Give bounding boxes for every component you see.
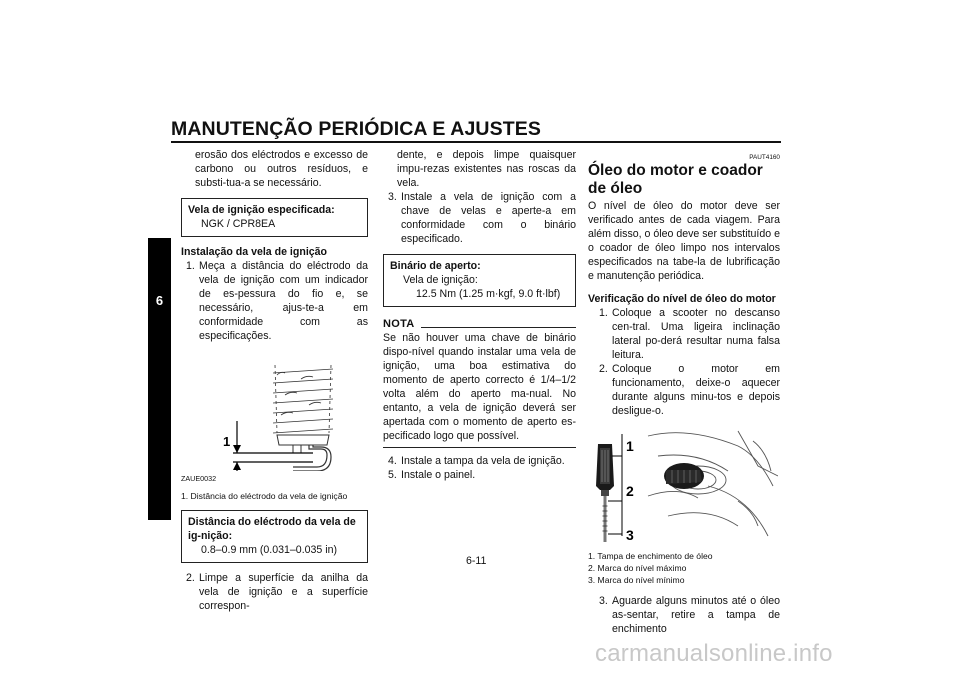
step-text: Coloque a scooter no descanso cen-tral. Uma ligeira inclinação lateral po-derá resultar numa falsa leitura. [612, 307, 780, 361]
photo-label-3: 3 [626, 527, 634, 543]
figure-callout-1: 1 [223, 434, 231, 449]
step-text: Meça a distância do eléctrodo da vela de ignição com um indicador de es-pessura do fio e, se necessário, ajus-te-a em conformidade com as especificações. [199, 260, 368, 342]
chapter-tab [148, 238, 171, 520]
step-text: Instale a vela de ignição com a chave de velas e aperte-a em conformidade com o binário especificado. [401, 191, 576, 245]
step-1 [588, 306, 780, 362]
photo-label-1: 1 [626, 438, 634, 454]
dipstick-illustration [588, 426, 778, 544]
photo-captions [588, 550, 780, 586]
step-2 [588, 362, 780, 418]
caption-filler-cap: 1. Tampa de enchimento de óleo [588, 551, 713, 561]
step-text: Limpe a superfície da anilha da vela de ignição e a superfície correspon- [199, 572, 368, 612]
column-3 [588, 148, 780, 636]
step-number: 3. [599, 595, 608, 607]
paragraph-oil-intro: O nível de óleo do motor deve ser verificado antes de cada viagem. Para além disso, o óleo deve ser substituído e o coador de óleo limpo nos intervalos especificados na tabe-la de lubrificação e manutenção periódica. [588, 200, 780, 282]
photo-label-2: 2 [626, 483, 634, 499]
section-code: PAUT4160 [749, 154, 780, 161]
torque-box [383, 254, 576, 307]
column-1 [181, 148, 368, 613]
step-5 [383, 468, 576, 482]
subheading-oil-check: Verificação do nível de óleo do motor [588, 293, 776, 305]
note-label: NOTA [383, 318, 415, 330]
figure-caption: 1. Distância do eléctrodo da vela de ignição [181, 491, 348, 501]
step-text: Aguarde alguns minutos até o óleo as-sentar, retire a tampa de enchimento [612, 595, 780, 635]
step-3 [588, 594, 780, 636]
electrode-gap-box [181, 510, 368, 563]
chapter-number: 6 [155, 293, 164, 308]
torque-box-title: Binário de aperto: [390, 260, 481, 272]
step-3 [383, 190, 576, 246]
header-rule [171, 141, 781, 143]
site-watermark: carmanualsonline.info [595, 640, 833, 667]
step-number: 2. [186, 572, 195, 584]
step-number: 4. [388, 455, 397, 467]
step-number: 1. [186, 260, 195, 272]
spec-box-title: Vela de ignição especificada: [188, 204, 335, 216]
oil-dipstick-photo [588, 426, 778, 544]
paragraph-continued: dente, e depois limpe quaisquer impu-rezas existentes nas roscas da vela. [397, 149, 576, 189]
section-title: Óleo do motor e coador de óleo [588, 162, 763, 197]
step-number: 3. [388, 191, 397, 203]
step-text: Instale o painel. [401, 469, 476, 481]
spec-box-value: NGK / CPR8EA [201, 218, 276, 230]
paragraph-intro: erosão dos eléctrodos e excesso de carbono ou outros resíduos, e substi-tua-a se necessário. [195, 149, 368, 189]
step-text: Instale a tampa da vela de ignição. [401, 455, 565, 467]
gap-box-title: Distância do eléctrodo da vela de ig-nição: [188, 516, 356, 542]
step-text: Coloque o motor em funcionamento, deixe-o aquecer durante alguns minu-tos e depois desligue-o. [612, 363, 780, 417]
spark-plug-spec-box [181, 198, 368, 237]
caption-min-mark: 3. Marca do nível mínimo [588, 575, 685, 585]
step-4 [383, 454, 576, 468]
column-2 [383, 148, 576, 482]
page-number: 6-11 [466, 555, 487, 567]
spark-plug-illustration [181, 345, 368, 471]
step-number: 5. [388, 469, 397, 481]
note-heading [383, 317, 576, 331]
figure-code: ZAUE0032 [181, 474, 217, 483]
torque-box-value: 12.5 Nm (1.25 m·kgf, 9.0 ft·lbf) [416, 288, 561, 300]
subheading-installation: Instalação da vela de ignição [181, 246, 328, 258]
note-rule [421, 327, 576, 328]
step-2 [181, 571, 368, 613]
step-1 [181, 259, 368, 343]
torque-box-sub: Vela de ignição: [403, 274, 478, 286]
note-text: Se não houver uma chave de binário dispo-nível quando instalar uma vela de ignição, uma boa estimativa do momento de aperto correcto é 1/4–1/2 volta além do aperto ma-nual. No entanto, a vela de ignição deverá ser apertada com o momento de aperto es-pecificado logo que possível. [383, 331, 576, 448]
step-number: 1. [599, 307, 608, 319]
spark-plug-gap-figure [181, 345, 368, 471]
step-number: 2. [599, 363, 608, 375]
gap-box-value: 0.8–0.9 mm (0.031–0.035 in) [201, 544, 338, 556]
page-title: MANUTENÇÃO PERIÓDICA E AJUSTES [171, 118, 541, 140]
caption-max-mark: 2. Marca do nível máximo [588, 563, 687, 573]
